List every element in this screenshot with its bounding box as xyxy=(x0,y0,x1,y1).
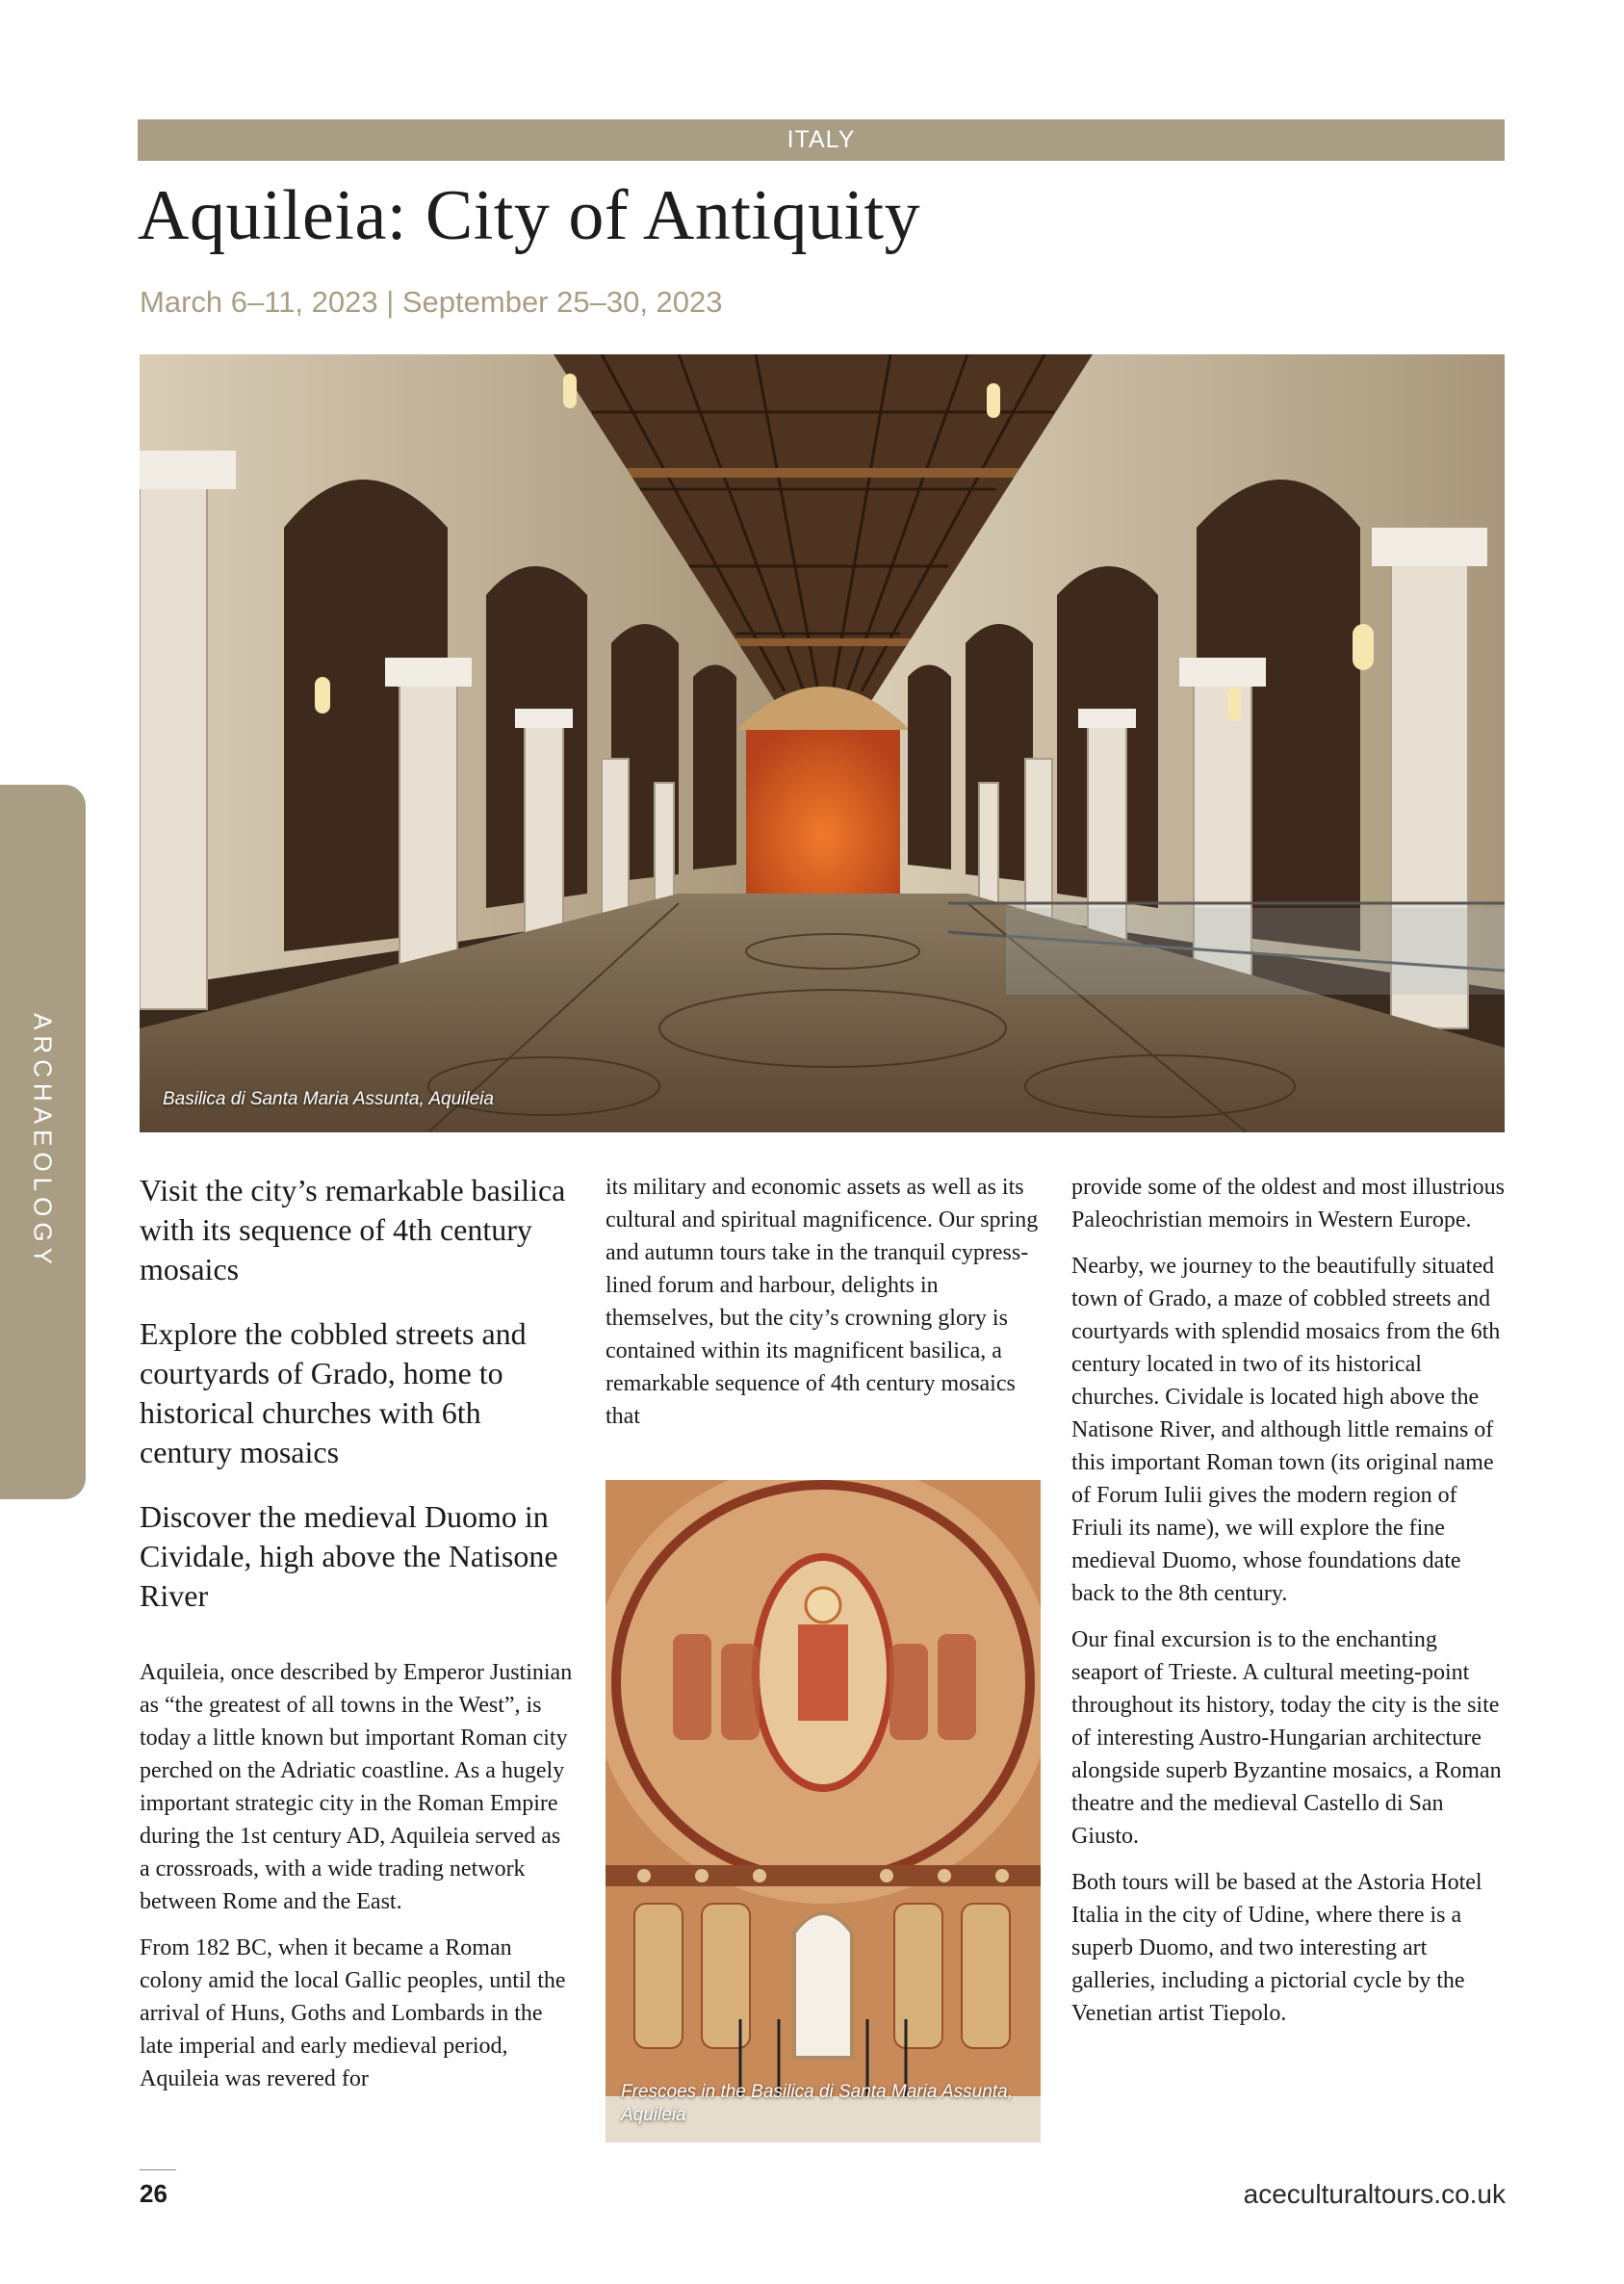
body-paragraph: its military and economic assets as well as its cultural and spiritual magnificence. Our spring and autumn tours take in the tranquil cypress-lined forum and harbour, delights in themselves, but the city’s crowning glory is contained within its magnificent basilica, a remarkable sequence of 4th century mosaics that xyxy=(606,1175,1039,1429)
highlight-1: Visit the city’s remarkable basilica with its sequence of 4th century mosaics xyxy=(140,1173,566,1286)
page-number-rule xyxy=(140,2169,176,2170)
body-paragraph: Nearby, we journey to the beautifully situated town of Grado, a maze of cobbled streets and courtyards with splendid mosaics from the 6th century located in two of its historical churches. Cividale is located high above the Natisone River, and although little remains of this important Roman town (its original name of Forum Iulii gives the modern region of Friuli its name), we will explore the fine medieval Duomo, whose foundations date back to the 8th century. xyxy=(1071,1254,1501,1606)
basilica-photo xyxy=(140,354,1505,1132)
body-paragraph: From 182 BC, when it became a Roman colony amid the local Gallic peoples, until the arrival of Huns, Goths and Lombards in the late imperial and early medieval period, Aquileia was revered for xyxy=(140,1935,566,2091)
column-2 xyxy=(606,1171,1041,1446)
page-title: Aquileia: City of Antiquity xyxy=(138,176,921,255)
body-paragraph: Aquileia, once described by Emperor Justinian as “the greatest of all towns in the West”, is today a little known but important Roman city perched on the Adriatic coastline. As a hugely important strategic city in the Roman Empire during the 1st century AD, Aquileia served as a crossroads, with a wide trading network between Rome and the East. xyxy=(140,1660,573,1914)
body-paragraph: Both tours will be based at the Astoria Hotel Italia in the city of Udine, where there is a superb Duomo, and two interesting art galleries, including a pictorial cycle by the Venetian artist Tiepolo. xyxy=(1071,1870,1482,2026)
column-3 xyxy=(1071,1171,1509,2043)
tour-dates: March 6–11, 2023 | September 25–30, 2023 xyxy=(140,285,723,319)
page-number: 26 xyxy=(140,2179,168,2208)
hero-caption: Basilica di Santa Maria Assunta, Aquileia xyxy=(163,1089,494,1109)
website-link[interactable]: aceculturaltours.co.uk xyxy=(1243,2179,1506,2209)
side-tab-label: ARCHAEOLOGY xyxy=(28,1013,58,1270)
body-paragraph: provide some of the oldest and most illustrious Paleochristian memoirs in Western Europe. xyxy=(1071,1175,1505,1233)
fresco-photo xyxy=(606,1480,1041,2142)
section-band: ITALY xyxy=(138,119,1505,161)
highlight-2: Explore the cobbled streets and courtyards of Grado, home to historical churches with 6th century mosaics xyxy=(140,1316,527,1469)
column-1 xyxy=(140,1171,573,2109)
fresco-caption: Frescoes in the Basilica di Santa Maria Assunta, Aquileia xyxy=(621,2082,1013,2125)
highlight-3: Discover the medieval Duomo in Cividale, high above the Natisone River xyxy=(140,1499,558,1613)
body-paragraph: Our final excursion is to the enchanting seaport of Trieste. A cultural meeting-point throughout its history, today the city is the site of interesting Austro-Hungarian architecture alongside superb Byzantine mosaics, a Roman theatre and the medieval Castello di San Giusto. xyxy=(1071,1627,1502,1849)
